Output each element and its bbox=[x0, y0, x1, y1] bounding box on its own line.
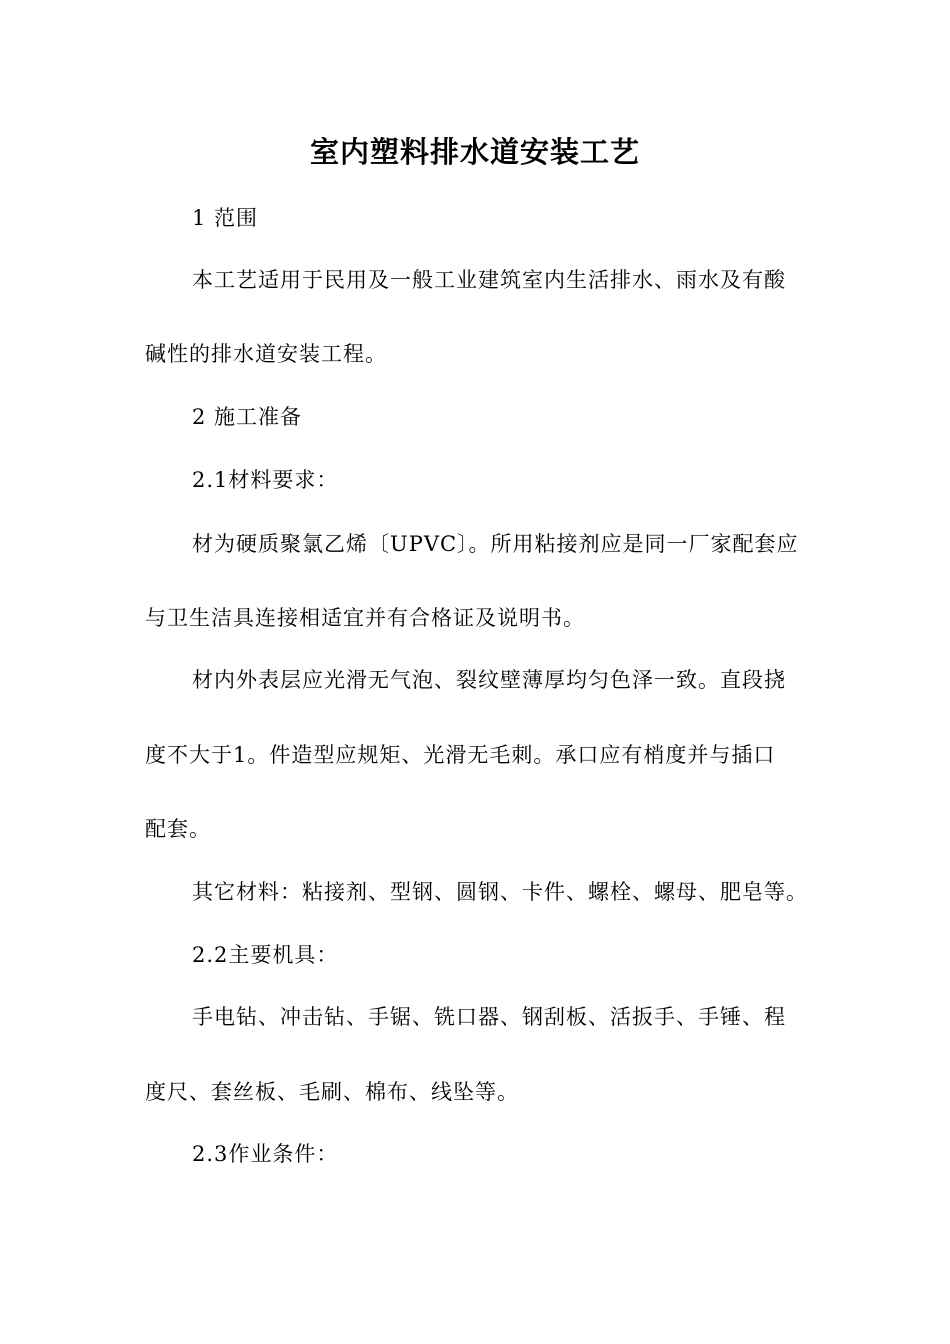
subsection-heading-tools: 2.2主要机具： bbox=[192, 943, 339, 967]
paragraph-line: 与卫生洁具连接相适宜并有合格证及说明书。 bbox=[145, 606, 585, 630]
subsection-heading-conditions: 2.3作业条件： bbox=[192, 1142, 339, 1166]
paragraph-line: 本工艺适用于民用及一般工业建筑室内生活排水、雨水及有酸 bbox=[192, 268, 786, 292]
paragraph-line: 材为硬质聚氯乙烯〔UPVC〕。所用粘接剂应是同一厂家配套应 bbox=[192, 532, 799, 556]
section-heading-scope: 1 范围 bbox=[192, 206, 259, 230]
paragraph-line: 其它材料：粘接剂、型钢、圆钢、卡件、螺栓、螺母、肥皂等。 bbox=[192, 880, 808, 904]
paragraph-line: 材内外表层应光滑无气泡、裂纹壁薄厚均匀色泽一致。直段挠 bbox=[192, 668, 786, 692]
paragraph-line: 配套。 bbox=[145, 817, 211, 841]
paragraph-line: 度尺、套丝板、毛刷、棉布、线坠等。 bbox=[145, 1080, 519, 1104]
subsection-heading-materials: 2.1材料要求： bbox=[192, 468, 339, 492]
section-heading-preparation: 2 施工准备 bbox=[192, 405, 303, 429]
paragraph-line: 手电钻、冲击钻、手锯、铣口器、钢刮板、活扳手、手锤、程 bbox=[192, 1005, 786, 1029]
paragraph-line: 碱性的排水道安装工程。 bbox=[145, 342, 387, 366]
paragraph-line: 度不大于1。件造型应规矩、光滑无毛刺。承口应有梢度并与插口 bbox=[145, 743, 776, 767]
document-title: 室内塑料排水道安装工艺 bbox=[309, 135, 640, 169]
